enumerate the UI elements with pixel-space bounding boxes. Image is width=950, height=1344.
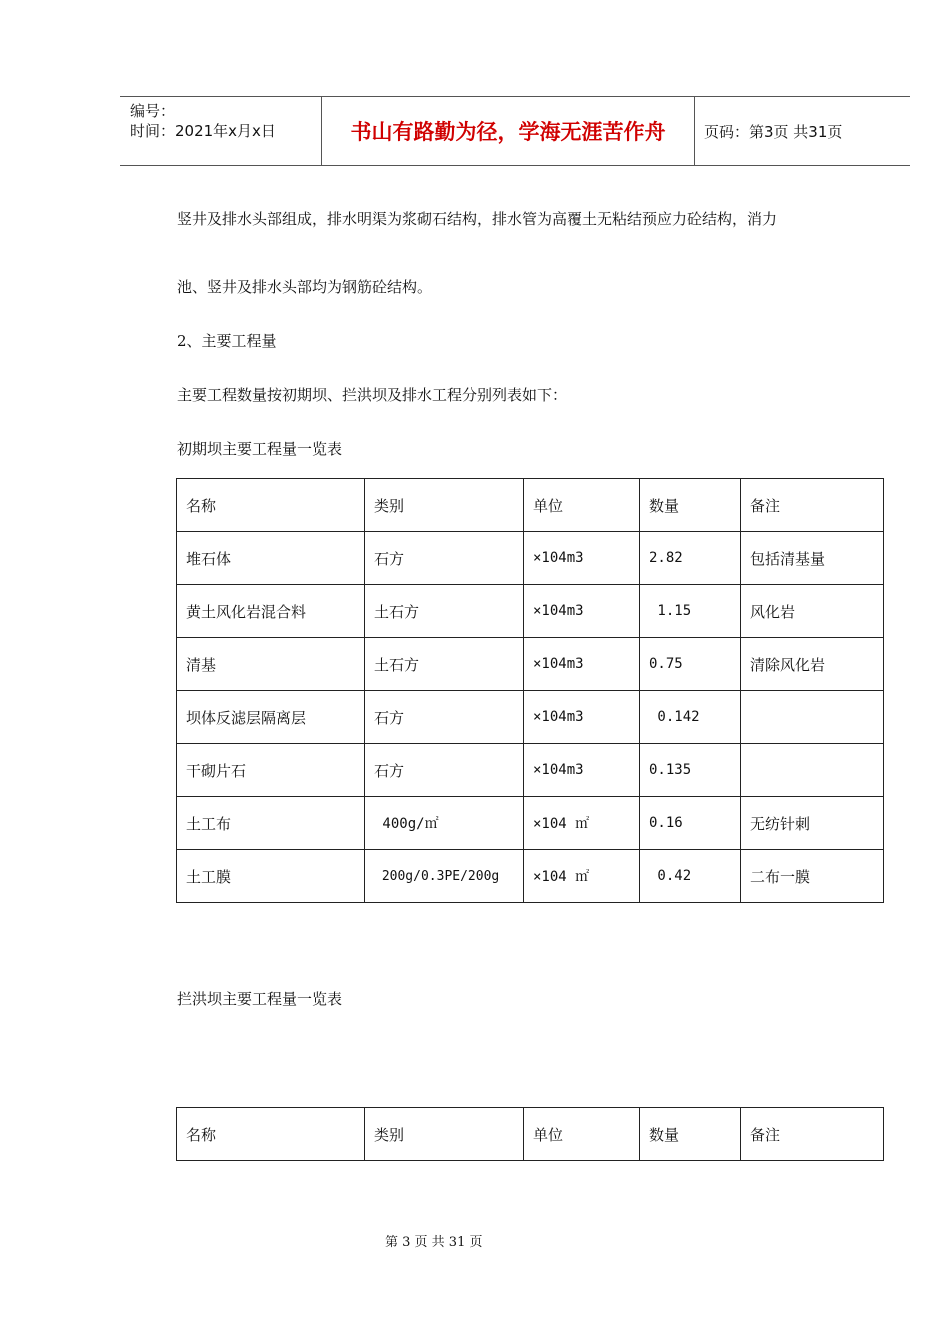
table-cell bbox=[741, 691, 884, 744]
table-cell: ×104m3 bbox=[524, 744, 640, 797]
body-paragraph: 主要工程数量按初期坝、拦洪坝及排水工程分别列表如下： bbox=[177, 386, 568, 404]
header-divider bbox=[694, 97, 695, 165]
table-cell: ×104m3 bbox=[524, 638, 640, 691]
table-row bbox=[177, 744, 884, 797]
table-cell: 干砌片石 bbox=[177, 744, 365, 797]
table-cell: 200g/0.3PE/200g bbox=[365, 850, 524, 903]
table-cell: 0.142 bbox=[640, 691, 741, 744]
table-row bbox=[177, 691, 884, 744]
table-cell: 土工布 bbox=[177, 797, 365, 850]
table-header-cell: 名称 bbox=[177, 1108, 365, 1161]
table-header-cell: 数量 bbox=[640, 1108, 741, 1161]
table-cell: 坝体反滤层隔离层 bbox=[177, 691, 365, 744]
table-cell: ×104m3 bbox=[524, 585, 640, 638]
table-caption: 拦洪坝主要工程量一览表 bbox=[177, 990, 343, 1008]
table-cell: 堆石体 bbox=[177, 532, 365, 585]
header-page-label: 页码：第3页 共31页 bbox=[704, 122, 843, 141]
table-cell: 石方 bbox=[365, 532, 524, 585]
table-cell: 0.42 bbox=[640, 850, 741, 903]
table-row bbox=[177, 850, 884, 903]
table-cell: ×104 ㎡ bbox=[524, 850, 640, 903]
table-cell: 土工膜 bbox=[177, 850, 365, 903]
table-cell: 石方 bbox=[365, 744, 524, 797]
table-row bbox=[177, 797, 884, 850]
table-cell: 无纺针刺 bbox=[741, 797, 884, 850]
table-header-cell: 名称 bbox=[177, 479, 365, 532]
table-header-row bbox=[177, 479, 884, 532]
table-header-cell: 单位 bbox=[524, 479, 640, 532]
initial-dam-quantity-table bbox=[176, 478, 884, 903]
table-cell: 包括清基量 bbox=[741, 532, 884, 585]
table-cell: 石方 bbox=[365, 691, 524, 744]
table-cell: 0.16 bbox=[640, 797, 741, 850]
table-row bbox=[177, 585, 884, 638]
table-cell: 400g/㎡ bbox=[365, 797, 524, 850]
page-header bbox=[120, 96, 910, 166]
table-caption: 初期坝主要工程量一览表 bbox=[177, 440, 343, 458]
table-cell: ×104 ㎡ bbox=[524, 797, 640, 850]
table-header-cell: 备注 bbox=[741, 1108, 884, 1161]
header-motto: 书山有路勤为径，学海无涯苦作舟 bbox=[350, 120, 666, 144]
table-cell: 黄土风化岩混合料 bbox=[177, 585, 365, 638]
table-cell: 土石方 bbox=[365, 585, 524, 638]
section-heading: 2、主要工程量 bbox=[177, 332, 277, 350]
table-cell: 二布一膜 bbox=[741, 850, 884, 903]
table-cell: 土石方 bbox=[365, 638, 524, 691]
flood-dam-quantity-table bbox=[176, 1107, 884, 1161]
header-time-label: 时间：2021年x月x日 bbox=[130, 122, 276, 140]
table-cell: ×104m3 bbox=[524, 532, 640, 585]
table-header-cell: 类别 bbox=[365, 1108, 524, 1161]
table-cell: 2.82 bbox=[640, 532, 741, 585]
table-header-cell: 类别 bbox=[365, 479, 524, 532]
table-cell: 清除风化岩 bbox=[741, 638, 884, 691]
table-cell: 风化岩 bbox=[741, 585, 884, 638]
table-header-cell: 备注 bbox=[741, 479, 884, 532]
table-header-cell: 数量 bbox=[640, 479, 741, 532]
table-row bbox=[177, 638, 884, 691]
table-cell: 清基 bbox=[177, 638, 365, 691]
header-meta bbox=[130, 101, 276, 141]
page-footer: 第 3 页 共 31 页 bbox=[385, 1235, 483, 1250]
body-paragraph: 池、竖井及排水头部均为钢筋砼结构。 bbox=[177, 278, 433, 296]
table-cell: ×104m3 bbox=[524, 691, 640, 744]
table-header-cell: 单位 bbox=[524, 1108, 640, 1161]
table-cell: 0.135 bbox=[640, 744, 741, 797]
table-cell: 0.75 bbox=[640, 638, 741, 691]
header-number-label: 编号： bbox=[130, 102, 176, 120]
body-paragraph: 竖井及排水头部组成，排水明渠为浆砌石结构，排水管为高覆土无粘结预应力砼结构，消力 bbox=[177, 210, 778, 228]
table-cell: 1.15 bbox=[640, 585, 741, 638]
table-header-row bbox=[177, 1108, 884, 1161]
table-row bbox=[177, 532, 884, 585]
table-cell bbox=[741, 744, 884, 797]
